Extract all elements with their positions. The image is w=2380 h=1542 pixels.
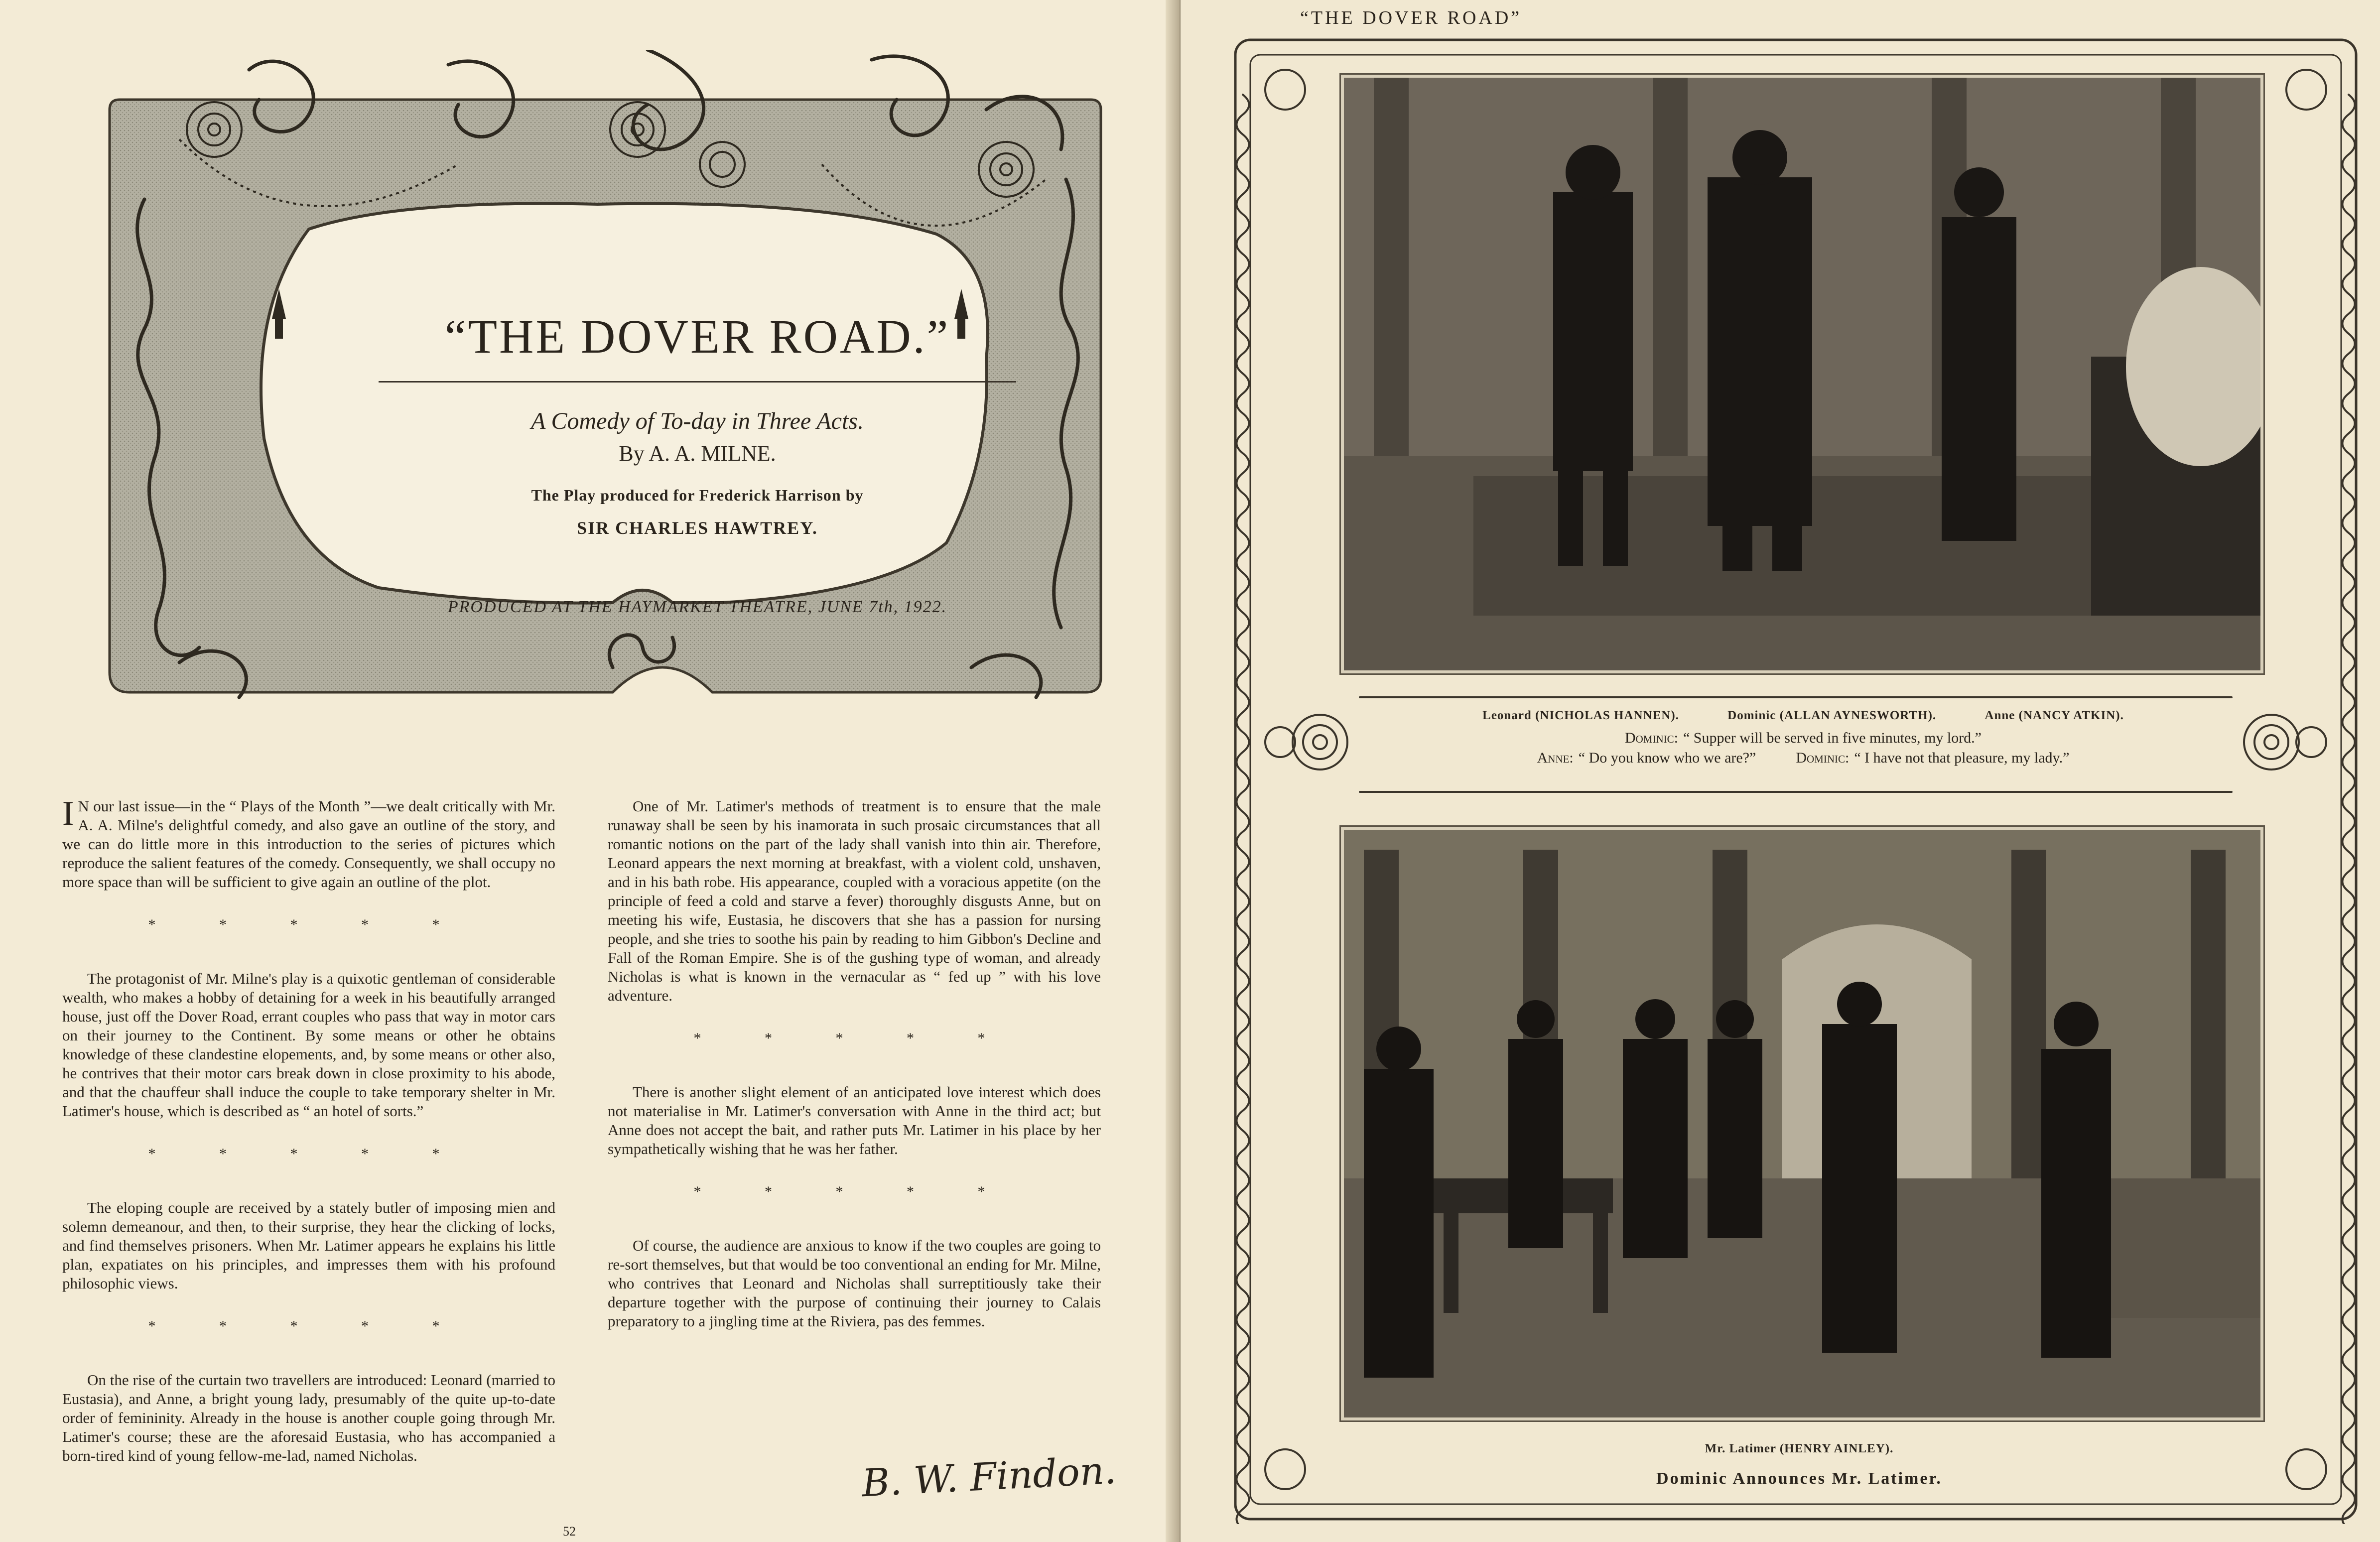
- article-column-1: [62, 794, 555, 1489]
- play-author: By A. A. MILNE.: [619, 441, 776, 466]
- cast-leonard: Leonard (NICHOLAS HANNEN).: [1482, 709, 1679, 722]
- title-block: [379, 309, 1016, 538]
- dialogue-line-1: [1370, 730, 2237, 747]
- produced-for-line: The Play produced for Frederick Harrison by: [531, 486, 864, 504]
- photo2-title: Dominic Announces Mr. Latimer.: [1656, 1469, 1942, 1488]
- photo-figures-icon: [1344, 78, 2260, 670]
- right-page: [1181, 0, 2380, 1542]
- photo-figures-icon: [1344, 830, 2260, 1417]
- theatre-line: PRODUCED AT THE HAYMARKET THEATRE, JUNE 7th, 1922.: [447, 598, 947, 616]
- drop-cap: I: [62, 794, 74, 833]
- stage-photo-latimer-entrance: [1341, 827, 2263, 1420]
- section-divider: * * * * *: [693, 1030, 1015, 1046]
- speaker-anne: Anne:: [1537, 750, 1574, 766]
- left-page: [0, 0, 1176, 1542]
- title-rule: [379, 381, 1016, 383]
- ornamental-title-frame: [100, 50, 1111, 717]
- photo1-caption: [1370, 695, 2237, 784]
- running-head: “THE DOVER ROAD”: [1300, 7, 1522, 28]
- article-paragraph: One of Mr. Latimer's methods of treatment is to ensure that the male runaway shall be seen by his inamorata in such prosaic circumstances that all romantic notions on the part of the lady shall vanish into thin air. Therefore, Leonard appears the next morning at breakfast, with a violent cold, unshaven, and in his bath robe. His appearance, coupled with a voracious appetite (on the principle of feed a cold and starve a fever) thoroughly disgusts Anne, but on meeting his wife, Eustasia, he discovers that she has a passion for nursing people, and she tries to soothe his pain by reading to him Gibbon's Decline and Fall of the Roman Empire. She is of the gushing type of woman, and already Nicholas is what is known in the vernacular as “ fed up ” with his love adventure.: [608, 797, 1101, 1004]
- article-paragraph: Of course, the audience are anxious to know if the two couples are going to re-sort themselves, but that would be too conventional an ending for Mr. Milne, who contrives that Leonard and Nicholas shall surreptitiously take their departure together with the purpose of continuing their journey to Calais preparatory to a jingling time at the Riviera, pas des femmes.: [608, 1237, 1101, 1330]
- speaker-dominic: Dominic:: [1624, 730, 1678, 746]
- dialogue-text: “ Supper will be served in five minutes, my lord.”: [1683, 730, 1982, 746]
- section-divider: * * * * *: [693, 1183, 1015, 1200]
- author-signature: B. W. Findon.: [861, 1447, 1117, 1506]
- stage-photo-leonard-dominic-anne: [1341, 75, 2263, 673]
- dialogue-line-2: [1370, 750, 2237, 767]
- dialogue-text: “ I have not that pleasure, my lady.”: [1854, 750, 2070, 766]
- cast-anne: Anne (NANCY ATKIN).: [1984, 709, 2124, 722]
- article-paragraph: On the rise of the curtain two travellers are introduced: Leonard (married to Eustasia), and Anne, a bright young lady, presumably of the quite up-to-date order of femininity. Already in the house is another couple going through Mr. Latimer's course; these are the aforesaid Eustasia, who has accompanied a born-tired kind of young fellow-me-lad, named Nicholas.: [62, 1371, 555, 1464]
- section-divider: * * * * *: [148, 1146, 470, 1162]
- section-divider: * * * * *: [148, 1318, 470, 1334]
- cast-dominic: Dominic (ALLAN AYNESWORTH).: [1727, 709, 1937, 722]
- article-column-2: [608, 797, 1101, 1355]
- page-title: “THE DOVER ROAD.”: [444, 310, 950, 363]
- photo1-cast-list: [1370, 709, 2237, 723]
- article-paragraph: There is another slight element of an anticipated love interest which does not materialise in Mr. Latimer's conversation with Anne in the third act; but Anne does not accept the bait, and rather puts Mr. Latimer in his place by her sympathetically wishing that he was her father.: [608, 1083, 1101, 1157]
- producer-name: SIR CHARLES HAWTREY.: [577, 518, 818, 538]
- photo2-cast: Mr. Latimer (HENRY AINLEY).: [1705, 1442, 1894, 1455]
- dialogue-text: “ Do you know who we are?”: [1578, 750, 1756, 766]
- article-paragraph: The eloping couple are received by a stately butler of imposing mien and solemn demeanour, and then, to their surprise, they hear the clicking of locks, and find themselves prisoners. When Mr. Latimer appears he explains his little plan, expatiates on his principles, and impresses them with his profound philosophic views.: [62, 1199, 555, 1292]
- section-divider: * * * * *: [148, 916, 470, 933]
- play-subtitle: A Comedy of To-day in Three Acts.: [531, 408, 864, 434]
- article-paragraph: The protagonist of Mr. Milne's play is a quixotic gentleman of considerable wealth, who makes a hobby of detaining for a week in his beautifully arranged house, just off the Dover Road, errant couples who pass that way in motor cars on their journey to the Continent. By some means or other he obtains knowledge of these clandestine elopements, and, by some means or other also, he contrives that their motor cars break down in close proximity to his abode, and that the chauffeur shall induce the couple to take temporary shelter in Mr. Latimer's house, which is described as “ an hotel of sorts.”: [62, 970, 555, 1120]
- speaker-dominic: Dominic:: [1796, 750, 1850, 766]
- page-number: 52: [563, 1524, 576, 1539]
- article-paragraph: I N our last issue—in the “ Plays of the Month ”—we dealt critically with Mr. A. A. Milne's delightful comedy, and also gave an outline of the story, and we can do little more in this introduction to the series of pictures which reproduce the salient features of the comedy. Consequently, we shall occupy no more space than will be sufficient to give again an outline of the plot.: [62, 794, 555, 891]
